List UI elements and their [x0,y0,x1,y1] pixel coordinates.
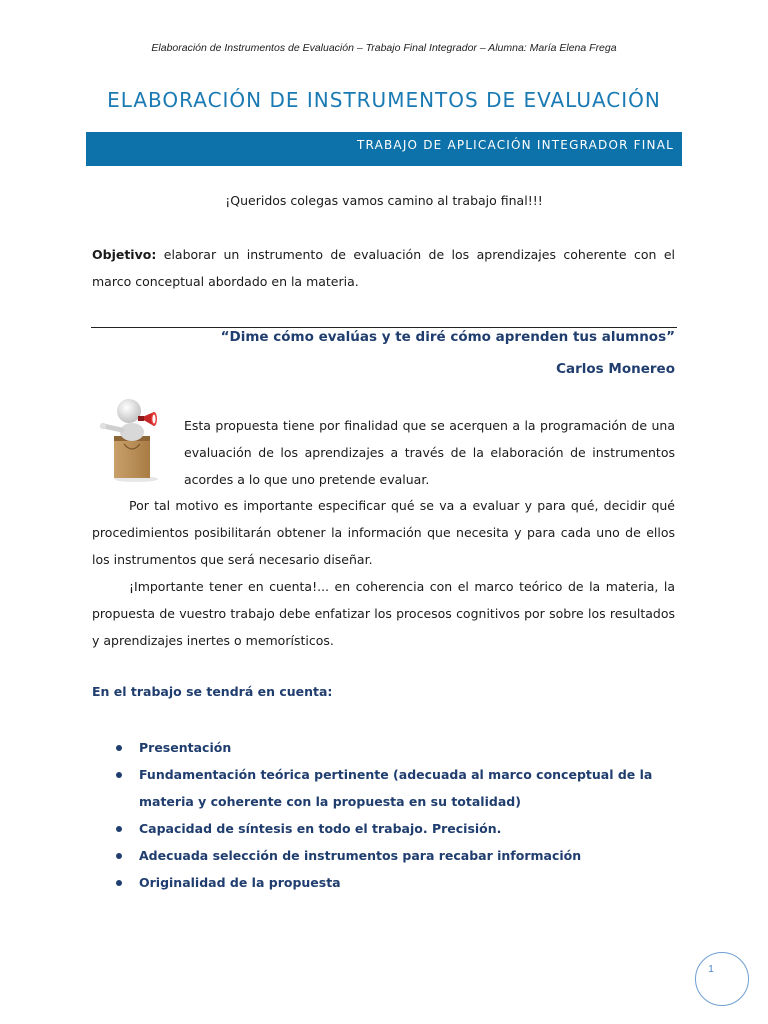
page-number: 1 [708,964,714,975]
running-header: Elaboración de Instrumentos de Evaluación – Trabajo Final Integrador – Alumna: María Elena Frega [151,42,617,54]
objective-paragraph [92,241,675,295]
quote-divider [91,327,677,328]
bullet-icon [116,772,122,778]
criteria-item-label: Presentación [139,740,232,755]
criteria-item-label: Originalidad de la propuesta [139,875,341,890]
criteria-item-label: Capacidad de síntesis en todo el trabajo. Precisión. [139,821,502,836]
bullet-icon [116,745,122,751]
bullet-icon [116,880,122,886]
paragraph-important-note: ¡Importante tener en cuenta!... en coherencia con el marco teórico de la materia, la propuesta de vuestro trabajo debe enfatizar los procesos cognitivos por sobre los resultados y aprendizajes inertes o memorísticos. [92,579,675,648]
quote-author: Carlos Monereo [556,361,675,377]
criteria-item-sintesis [112,815,682,842]
objective-text: elaborar un instrumento de evaluación de los aprendizajes coherente con el marco conceptual abordado en la materia. [92,247,675,289]
bullet-icon [116,826,122,832]
criteria-item-originalidad [112,869,682,896]
document-title: ELABORACIÓN DE INSTRUMENTOS DE EVALUACIÓN [107,88,661,112]
subtitle-band [86,132,682,166]
quote-text: “Dime cómo evalúas y te diré cómo aprenden tus alumnos” [220,329,675,345]
criteria-item-label: Adecuada selección de instrumentos para recabar información [139,848,582,863]
criteria-heading: En el trabajo se tendrá en cuenta: [92,684,333,699]
megaphone-figure-illustration [98,392,174,484]
subtitle-text: TRABAJO DE APLICACIÓN INTEGRADOR FINAL [356,138,674,152]
criteria-item-instrumentos [112,842,682,869]
intro-paragraph: Esta propuesta tiene por finalidad que se acerquen a la programación de una evaluación de los aprendizajes a través de la elaboración de instrumentos acordes a lo que uno pretende evaluar. [184,418,675,487]
criteria-item-label: Fundamentación teórica pertinente (adecuada al marco conceptual de la materia y coherente con la propuesta en su totalidad) [139,767,653,809]
criteria-item-presentacion [112,734,682,761]
objective-label: Objetivo: [92,247,157,262]
bullet-icon [116,853,122,859]
paragraph-purpose: Por tal motivo es importante especificar qué se va a evaluar y para qué, decidir qué procedimientos posibilitarán obtener la información que necesita y para cada uno de ellos los instrumentos que será necesario diseñar. [92,498,675,567]
page-number-badge [695,952,749,1006]
greeting-line: ¡Queridos colegas vamos camino al trabajo final!!! [225,193,543,208]
criteria-list [112,734,682,896]
criteria-item-fundamentacion [112,761,682,815]
